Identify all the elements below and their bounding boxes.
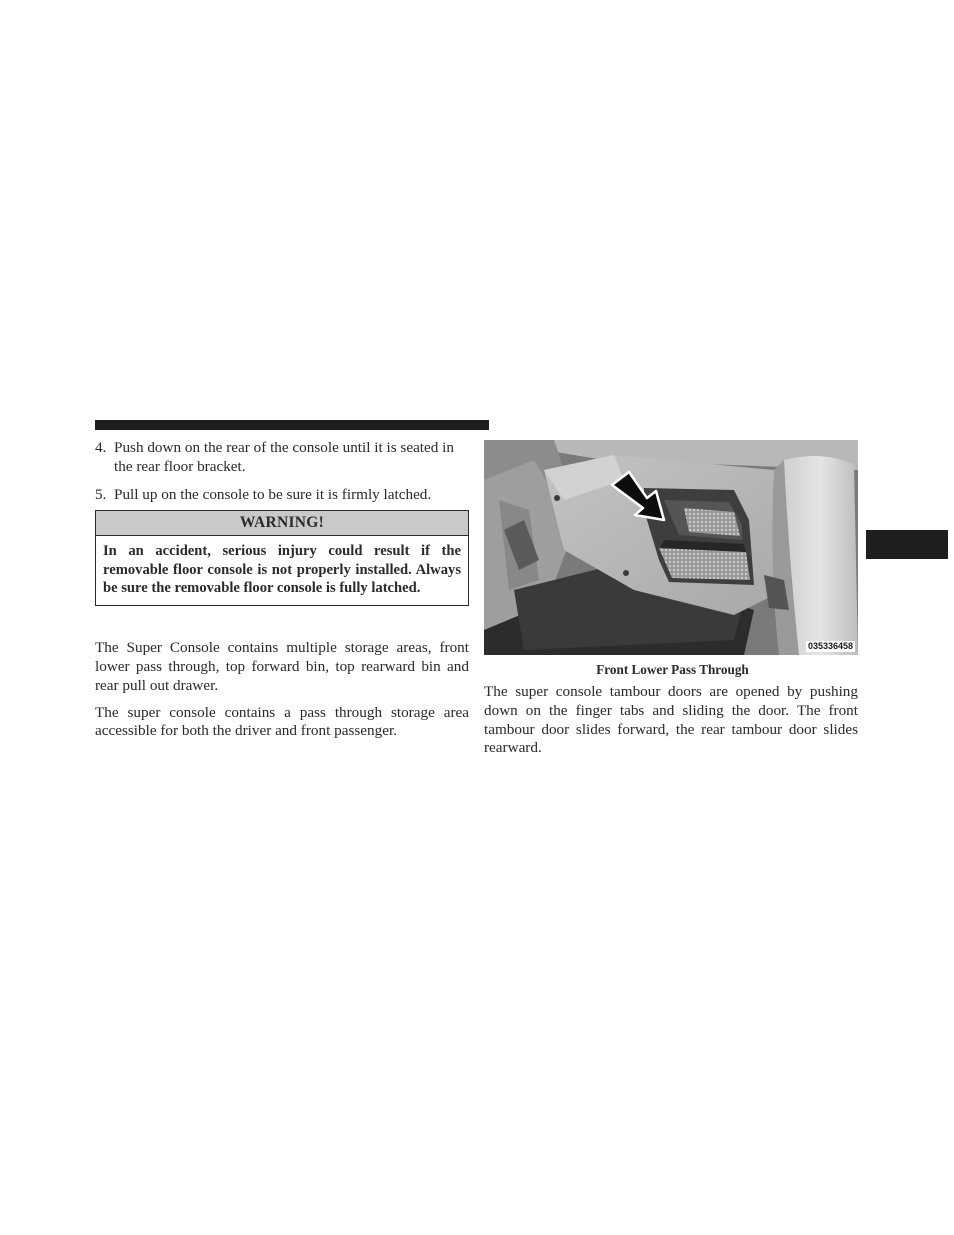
body-paragraph: The super console contains a pass through storage area accessible for both the driver and front passenger.: [95, 703, 469, 740]
step-item: [95, 438, 469, 476]
step-text: Push down on the rear of the console until it is seated in the rear floor bracket.: [114, 439, 454, 475]
body-paragraph: The super console tambour doors are opened by pushing down on the finger tabs and sliding the door. The front tambour door slides forward, the rear tambour door slides rearward.: [484, 683, 858, 757]
figure-id-label: 035336458: [807, 641, 853, 651]
chapter-thumb-tab: [866, 530, 948, 559]
figure-caption: Front Lower Pass Through: [596, 662, 749, 677]
section-header-rule: [95, 420, 489, 430]
body-paragraph: The Super Console contains multiple storage areas, front lower pass through, top forward bin, top rearward bin and rear pull out drawer.: [95, 639, 469, 694]
warning-title: WARNING!: [96, 511, 468, 536]
warning-text: In an accident, serious injury could result if the removable floor console is not properly installed. Always be sure the removable floor console is fully latched.: [103, 543, 461, 597]
step-item: [95, 485, 469, 504]
left-column: [95, 438, 469, 741]
step-text: Pull up on the console to be sure it is firmly latched.: [114, 486, 432, 503]
console-illustration: [484, 440, 858, 655]
step-number: 4.: [95, 439, 107, 456]
console-pass-through-image: [484, 440, 858, 655]
right-column: [484, 440, 858, 758]
warning-box: [95, 510, 469, 606]
step-number: 5.: [95, 486, 107, 503]
